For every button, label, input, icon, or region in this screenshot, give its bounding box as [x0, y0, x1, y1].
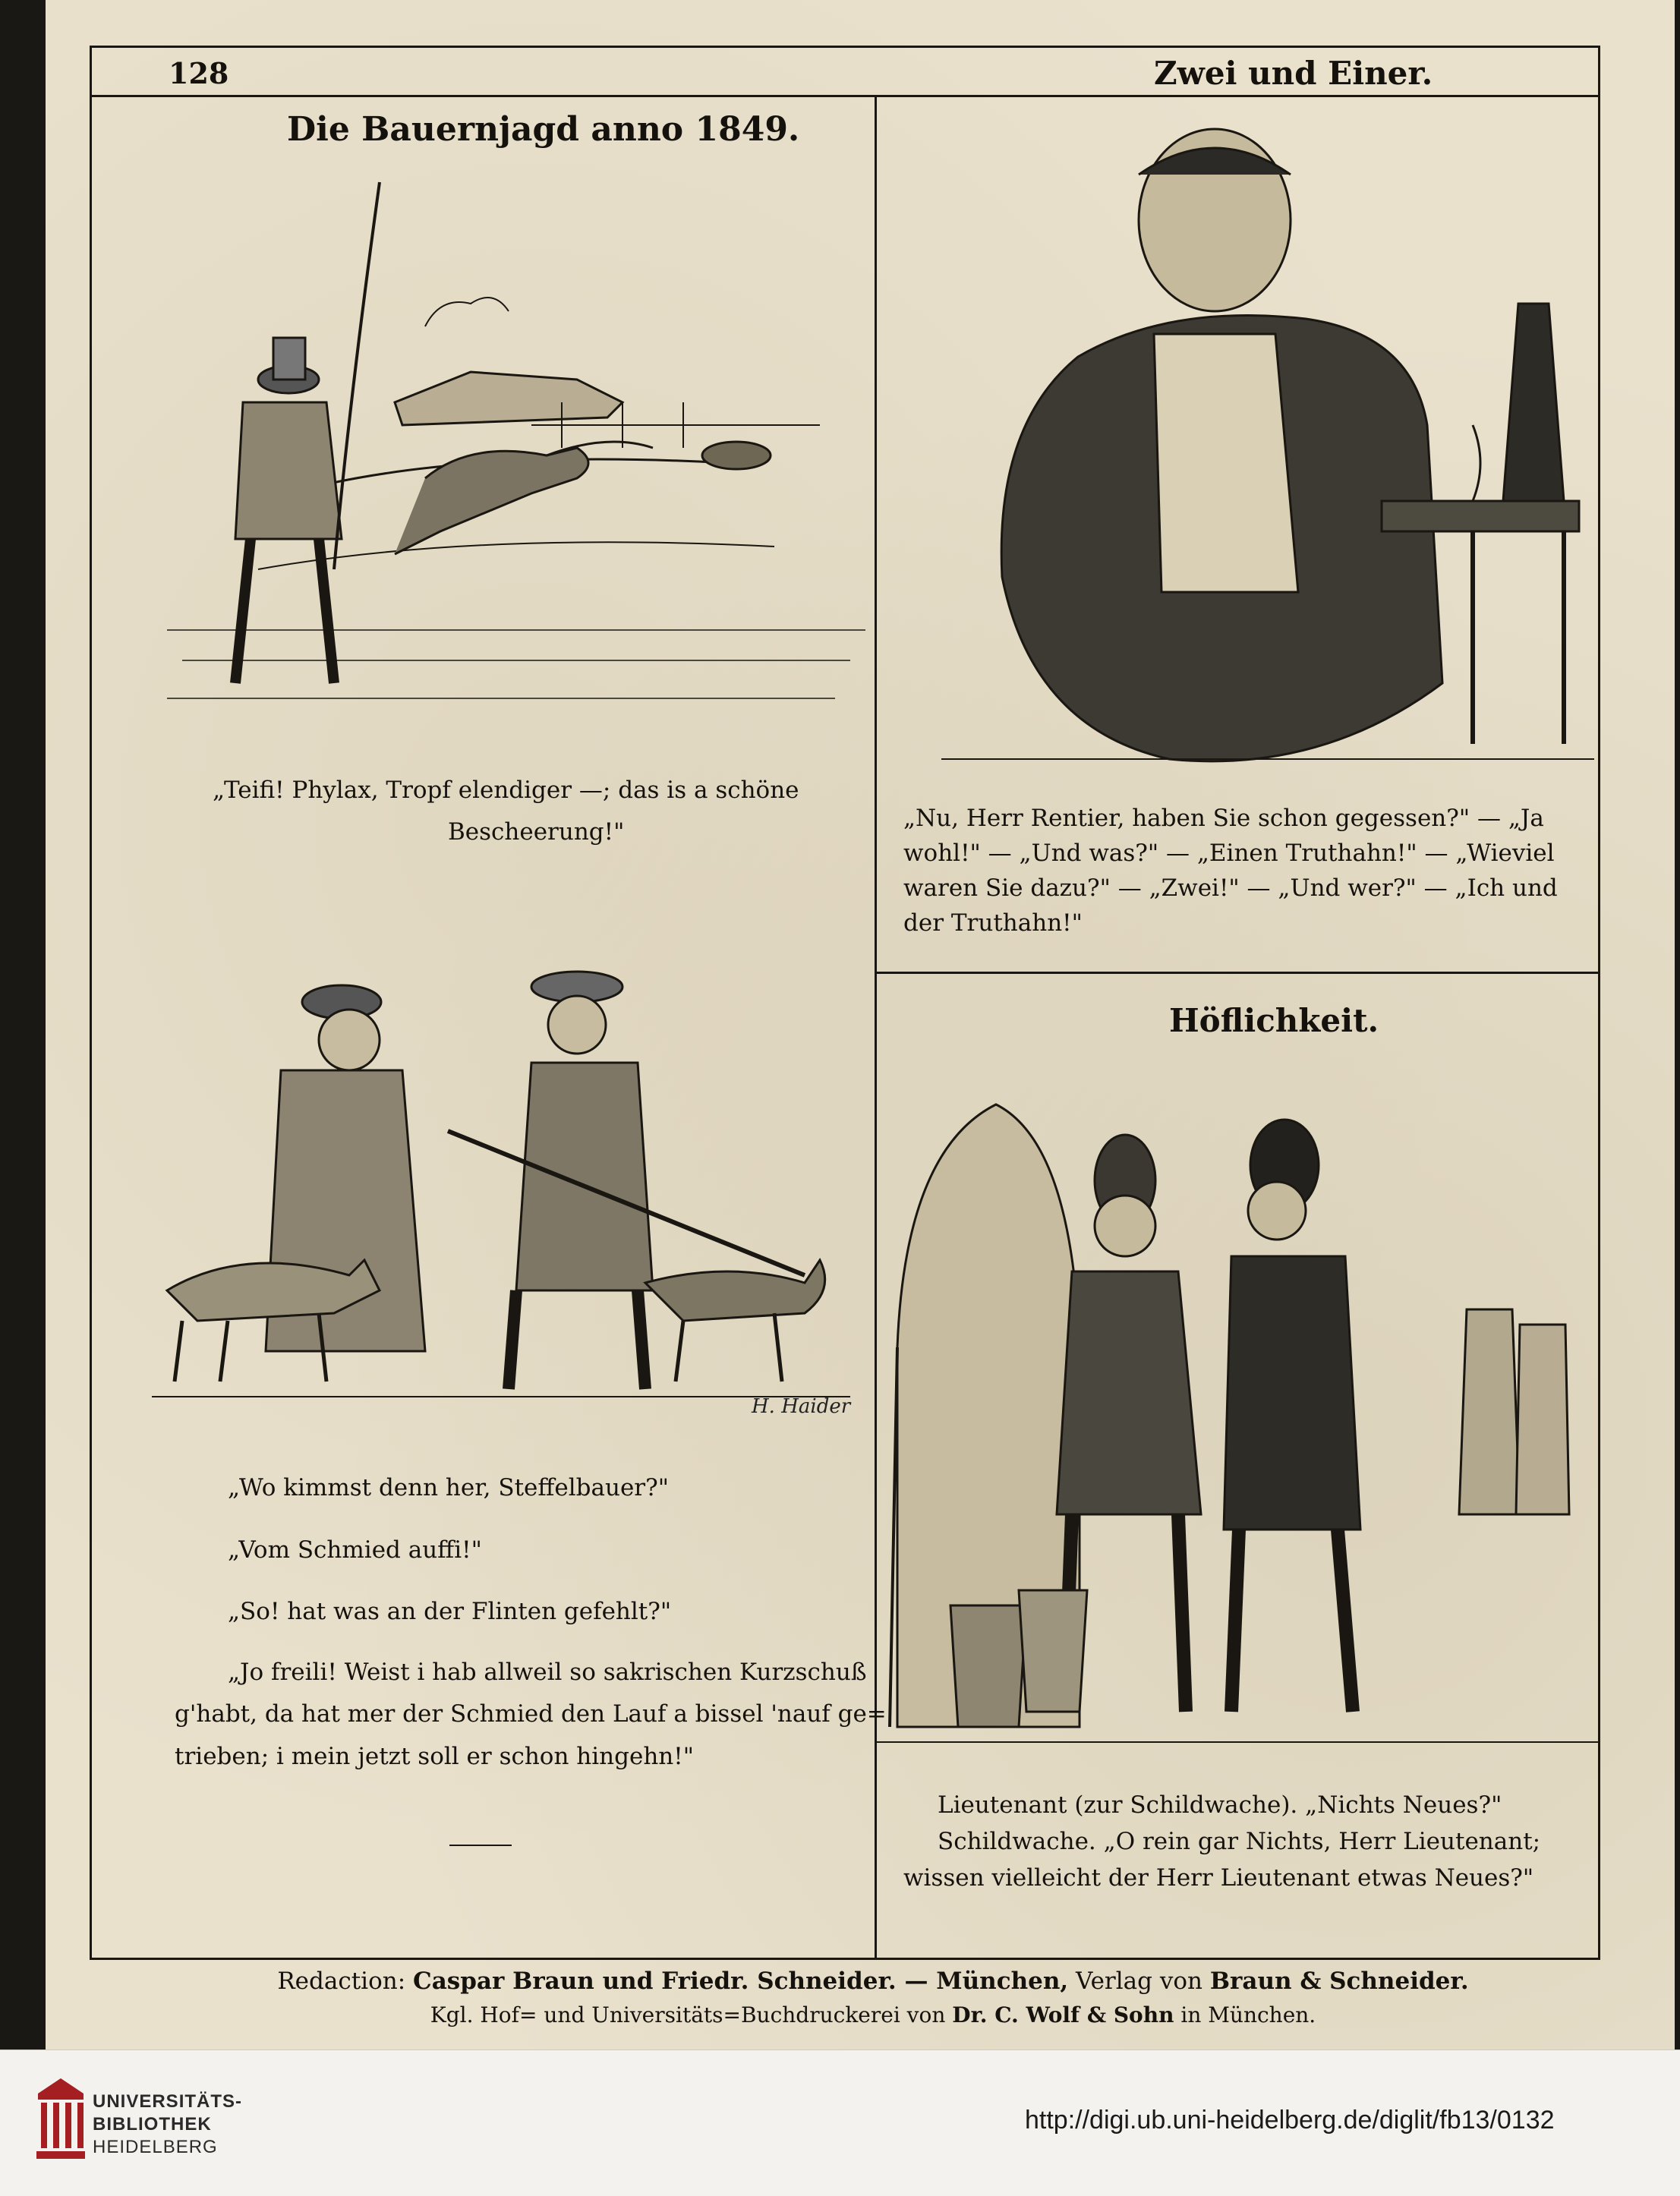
left-caption-1-line-1: „Teifi! Phylax, Tropf elendiger —; das is a schöne — [213, 777, 799, 804]
dialogue-line-1: „Wo kimmst denn her, Steffelbauer?" — [228, 1474, 670, 1501]
right-caption-line-3: waren Sie dazu?" — „Zwei!" — „Und wer?" — „Ich und — [903, 874, 1558, 902]
right-article-title: Höflichkeit. — [1169, 1002, 1379, 1039]
library-name — [93, 2090, 242, 2159]
rentier-illustration — [941, 106, 1594, 789]
dialogue-line-2: „Vom Schmied auffi!" — [228, 1536, 482, 1564]
right-caption-line-4: der Truthahn!" — [903, 909, 1083, 937]
footer-printer-line — [228, 2002, 1518, 2027]
right-caption-line-1: „Nu, Herr Rentier, haben Sie schon gegessen?" — „Ja — [903, 805, 1544, 832]
hunting-scene-illustration — [152, 175, 881, 721]
closing-rule — [449, 1845, 512, 1846]
soldiers-illustration — [875, 1059, 1600, 1765]
footer-redaction-label: Redaction: — [277, 1968, 406, 1995]
right-caption-2-line-1: Lieutenant (zur Schildwache). „Nichts Neues?" — [938, 1791, 1502, 1819]
dialogue-line-3: „So! hat was an der Flinten gefehlt?" — [228, 1598, 672, 1625]
library-name-line-2: BIBLIOTHEK — [93, 2114, 212, 2135]
source-url-link[interactable]: http://digi.ub.uni-heidelberg.de/diglit/fb13/0132 — [1025, 2106, 1555, 2135]
dialogue-line-4: „Jo freili! Weist i hab allweil so sakrischen Kurzschuß — [228, 1659, 867, 1686]
library-name-line-3: HEIDELBERG — [93, 2137, 218, 2157]
footer-city: in München. — [1180, 2002, 1316, 2027]
running-head: Zwei und Einer. — [1154, 55, 1433, 92]
dialogue-line-5: g'habt, da hat mer der Schmied den Lauf a bissel 'nauf ge= — [175, 1700, 887, 1728]
right-caption-2-line-2: Schildwache. „O rein gar Nichts, Herr Lieutenant; — [938, 1828, 1541, 1855]
footer-editorial-line — [228, 1968, 1518, 1995]
right-caption-line-2: wohl!" — „Und was?" — „Einen Truthahn!" — „Wieviel — [903, 840, 1555, 867]
left-caption-1-line-2: Bescheerung!" — [448, 818, 625, 846]
library-name-line-1: UNIVERSITÄTS- — [93, 2091, 243, 2112]
dialogue-line-6: trieben; i mein jetzt soll er schon hingehn!" — [175, 1743, 694, 1770]
footer-printer: Dr. C. Wolf & Sohn — [952, 2002, 1174, 2027]
header-rule — [90, 95, 1600, 97]
right-caption-2-line-3: wissen vielleicht der Herr Lieutenant etwas Neues?" — [903, 1864, 1534, 1892]
footer-editors: Caspar Braun und Friedr. Schneider. — München, — [413, 1968, 1069, 1995]
footer-publisher-label: Verlag von — [1076, 1968, 1202, 1995]
farmers-with-dogs-illustration — [152, 956, 850, 1427]
page-number: 128 — [169, 56, 229, 90]
footer-publisher: Braun & Schneider. — [1209, 1968, 1469, 1995]
footer-printer-label: Kgl. Hof= und Universitäts=Buchdruckerei von — [430, 2002, 946, 2027]
left-article-title: Die Bauernjagd anno 1849. — [287, 110, 800, 149]
illustrator-signature: H. Haider — [752, 1395, 851, 1418]
section-rule — [875, 972, 1600, 974]
university-library-logo-icon — [30, 2078, 91, 2168]
